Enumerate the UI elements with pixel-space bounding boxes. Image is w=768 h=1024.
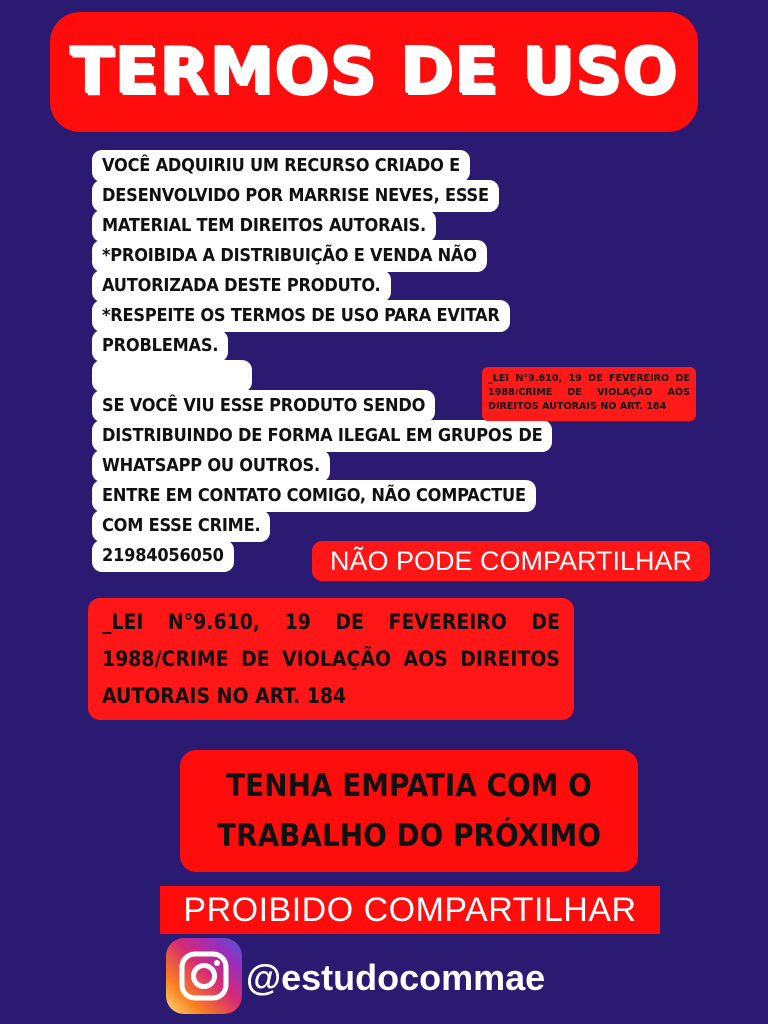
empathy-line: TRABALHO DO PRÓXIMO <box>217 818 601 854</box>
empathy-line: TENHA EMPATIA COM O <box>226 768 592 804</box>
terms-line: WHATSAPP OU OUTROS. <box>92 450 330 482</box>
law-note-large: _LEI N°9.610, 19 DE FEVEREIRO DE 1988/CRIME DE VIOLAÇÃO AOS DIREITOS AUTORAIS NO ART. 184 <box>88 598 574 720</box>
prohibited-sharing-banner: PROIBIDO COMPARTILHAR <box>160 886 660 934</box>
title-banner <box>50 12 698 132</box>
terms-line: *RESPEITE OS TERMOS DE USO PARA EVITAR <box>92 300 510 332</box>
instagram-icon <box>166 938 242 1014</box>
empathy-banner <box>180 750 638 872</box>
terms-text-block <box>92 152 552 572</box>
terms-line: DISTRIBUINDO DE FORMA ILEGAL EM GRUPOS DE <box>92 420 552 452</box>
terms-line: COM ESSE CRIME. <box>92 510 270 542</box>
law-note-small: _LEI N°9.610, 19 DE FEVEREIRO DE 1988/CRIME DE VIOLAÇÃO AOS DIREITOS AUTORAIS NO ART. 184 <box>482 367 696 421</box>
terms-line: VOCÊ ADQUIRIU UM RECURSO CRIADO E <box>92 150 470 182</box>
terms-line: SE VOCÊ VIU ESSE PRODUTO SENDO <box>92 390 435 422</box>
terms-line: PROBLEMAS. <box>92 330 228 362</box>
terms-line: MATERIAL TEM DIREITOS AUTORAIS. <box>92 210 436 242</box>
terms-line: *PROIBIDA A DISTRIBUIÇÃO E VENDA NÃO <box>92 240 487 272</box>
terms-line: AUTORIZADA DESTE PRODUTO. <box>92 270 391 302</box>
terms-line: DESENVOLVIDO POR MARRISE NEVES, ESSE <box>92 180 499 212</box>
page-title: TERMOS DE USO <box>70 35 678 109</box>
instagram-handle: @estudocommae <box>246 957 546 998</box>
contact-phone: 21984056050 <box>92 540 234 572</box>
terms-line-spacer <box>92 360 252 392</box>
no-share-badge: NÃO PODE COMPARTILHAR <box>312 541 710 581</box>
terms-line: ENTRE EM CONTATO COMIGO, NÃO COMPACTUE <box>92 480 536 512</box>
